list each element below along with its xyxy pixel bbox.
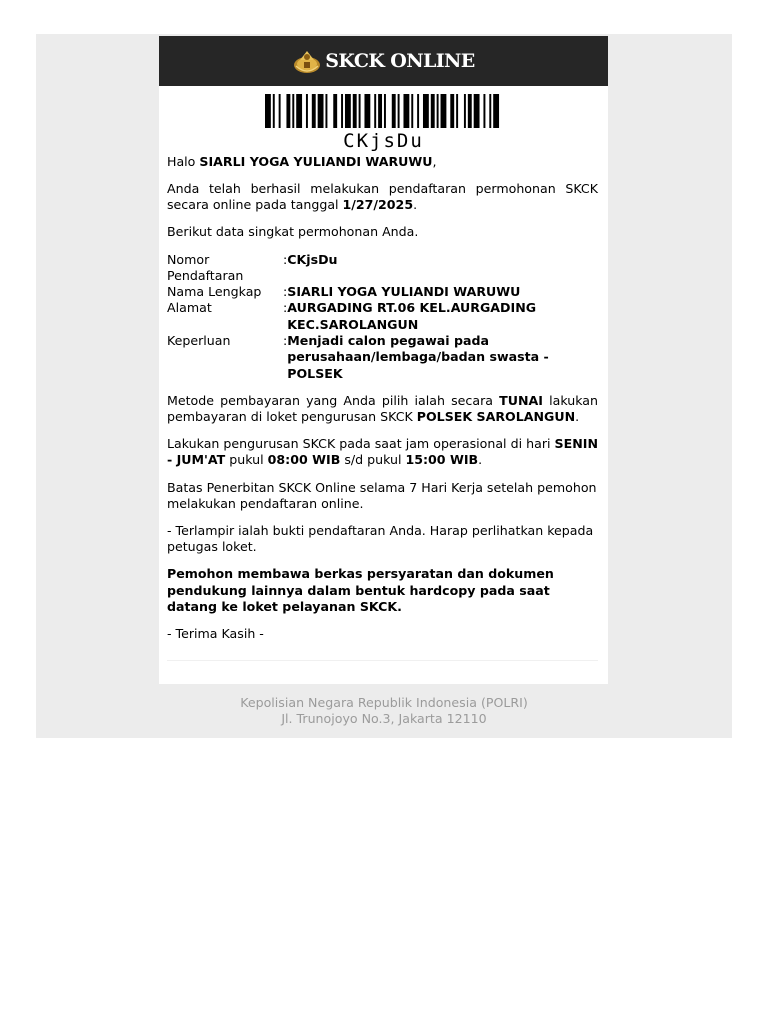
email-footer: [36, 695, 732, 728]
registration-details-table: [167, 252, 549, 382]
service-days: SENIN - JUM'AT: [167, 436, 598, 468]
detail-separator: :: [283, 284, 288, 300]
payment-method: TUNAI: [499, 392, 543, 408]
detail-label: Nomor Pendaftaran: [167, 251, 244, 283]
divider: [167, 660, 598, 661]
email-card: [159, 36, 608, 684]
brand-title: SKCK ONLINE: [325, 50, 475, 72]
detail-separator: :: [283, 251, 288, 267]
registration-barcode: [265, 94, 501, 128]
applicant-name: SIARLI YOGA YULIANDI WARUWU: [199, 154, 433, 169]
email-body: [167, 154, 598, 653]
intro-paragraph: Anda telah berhasil melakukan pendaftaran permohonan SKCK secara online pada tanggal 1/27/2025.: [167, 181, 598, 213]
registration-date: 1/27/2025: [342, 197, 414, 213]
footer-organization: Kepolisian Negara Republik Indonesia (POLRI): [240, 695, 528, 710]
detail-value: SIARLI YOGA YULIANDI WARUWU: [287, 284, 521, 300]
service-start-time: 08:00 WIB: [267, 452, 341, 468]
detail-label: Alamat: [167, 300, 212, 316]
detail-separator: :: [283, 300, 288, 316]
detail-separator: :: [283, 333, 288, 349]
detail-row: [167, 300, 549, 333]
detail-row: [167, 284, 549, 300]
closing-text: - Terima Kasih -: [167, 626, 264, 641]
detail-label: Nama Lengkap: [167, 284, 262, 300]
registration-code: CKjsDu: [343, 130, 424, 152]
email-header: [159, 36, 608, 86]
service-end-time: 15:00 WIB: [405, 452, 479, 468]
footer-address: Jl. Trunojoyo No.3, Jakarta 12110: [281, 711, 487, 727]
payment-office: POLSEK SAROLANGUN: [416, 409, 576, 425]
detail-value: AURGADING RT.06 KEL.AURGADING KEC.SAROLANGUN: [287, 300, 537, 332]
detail-row: [167, 333, 549, 382]
summary-label: Berikut data singkat permohonan Anda.: [167, 224, 419, 240]
email-background: [36, 34, 732, 738]
polri-emblem-icon: [292, 46, 322, 76]
detail-value: Menjadi calon pegawai pada perusahaan/lembaga/badan swasta - POLSEK: [287, 333, 549, 381]
attachment-note: - Terlampir ialah bukti pendaftaran Anda. Harap perlihatkan kepada petugas loket.: [167, 522, 594, 555]
detail-row: [167, 252, 549, 285]
deadline-paragraph: Batas Penerbitan SKCK Online selama 7 Hari Kerja setelah pemohon melakukan pendaftaran online.: [167, 479, 597, 511]
schedule-paragraph: Lakukan pengurusan SKCK pada saat jam operasional di hari SENIN - JUM'AT pukul 08:00 WIB s/d pukul 15:00 WIB.: [167, 436, 598, 468]
greeting: Halo SIARLI YOGA YULIANDI WARUWU,: [167, 154, 437, 169]
detail-label: Keperluan: [167, 333, 231, 349]
detail-value: CKjsDu: [287, 251, 338, 267]
payment-paragraph: Metode pembayaran yang Anda pilih ialah secara TUNAI lakukan pembayaran di loket pengurusan SKCK POLSEK SAROLANGUN.: [167, 392, 598, 425]
document-notice: Pemohon membawa berkas persyaratan dan dokumen pendukung lainnya dalam bentuk hardcopy pada saat datang ke loket pelayanan SKCK.: [167, 566, 554, 614]
